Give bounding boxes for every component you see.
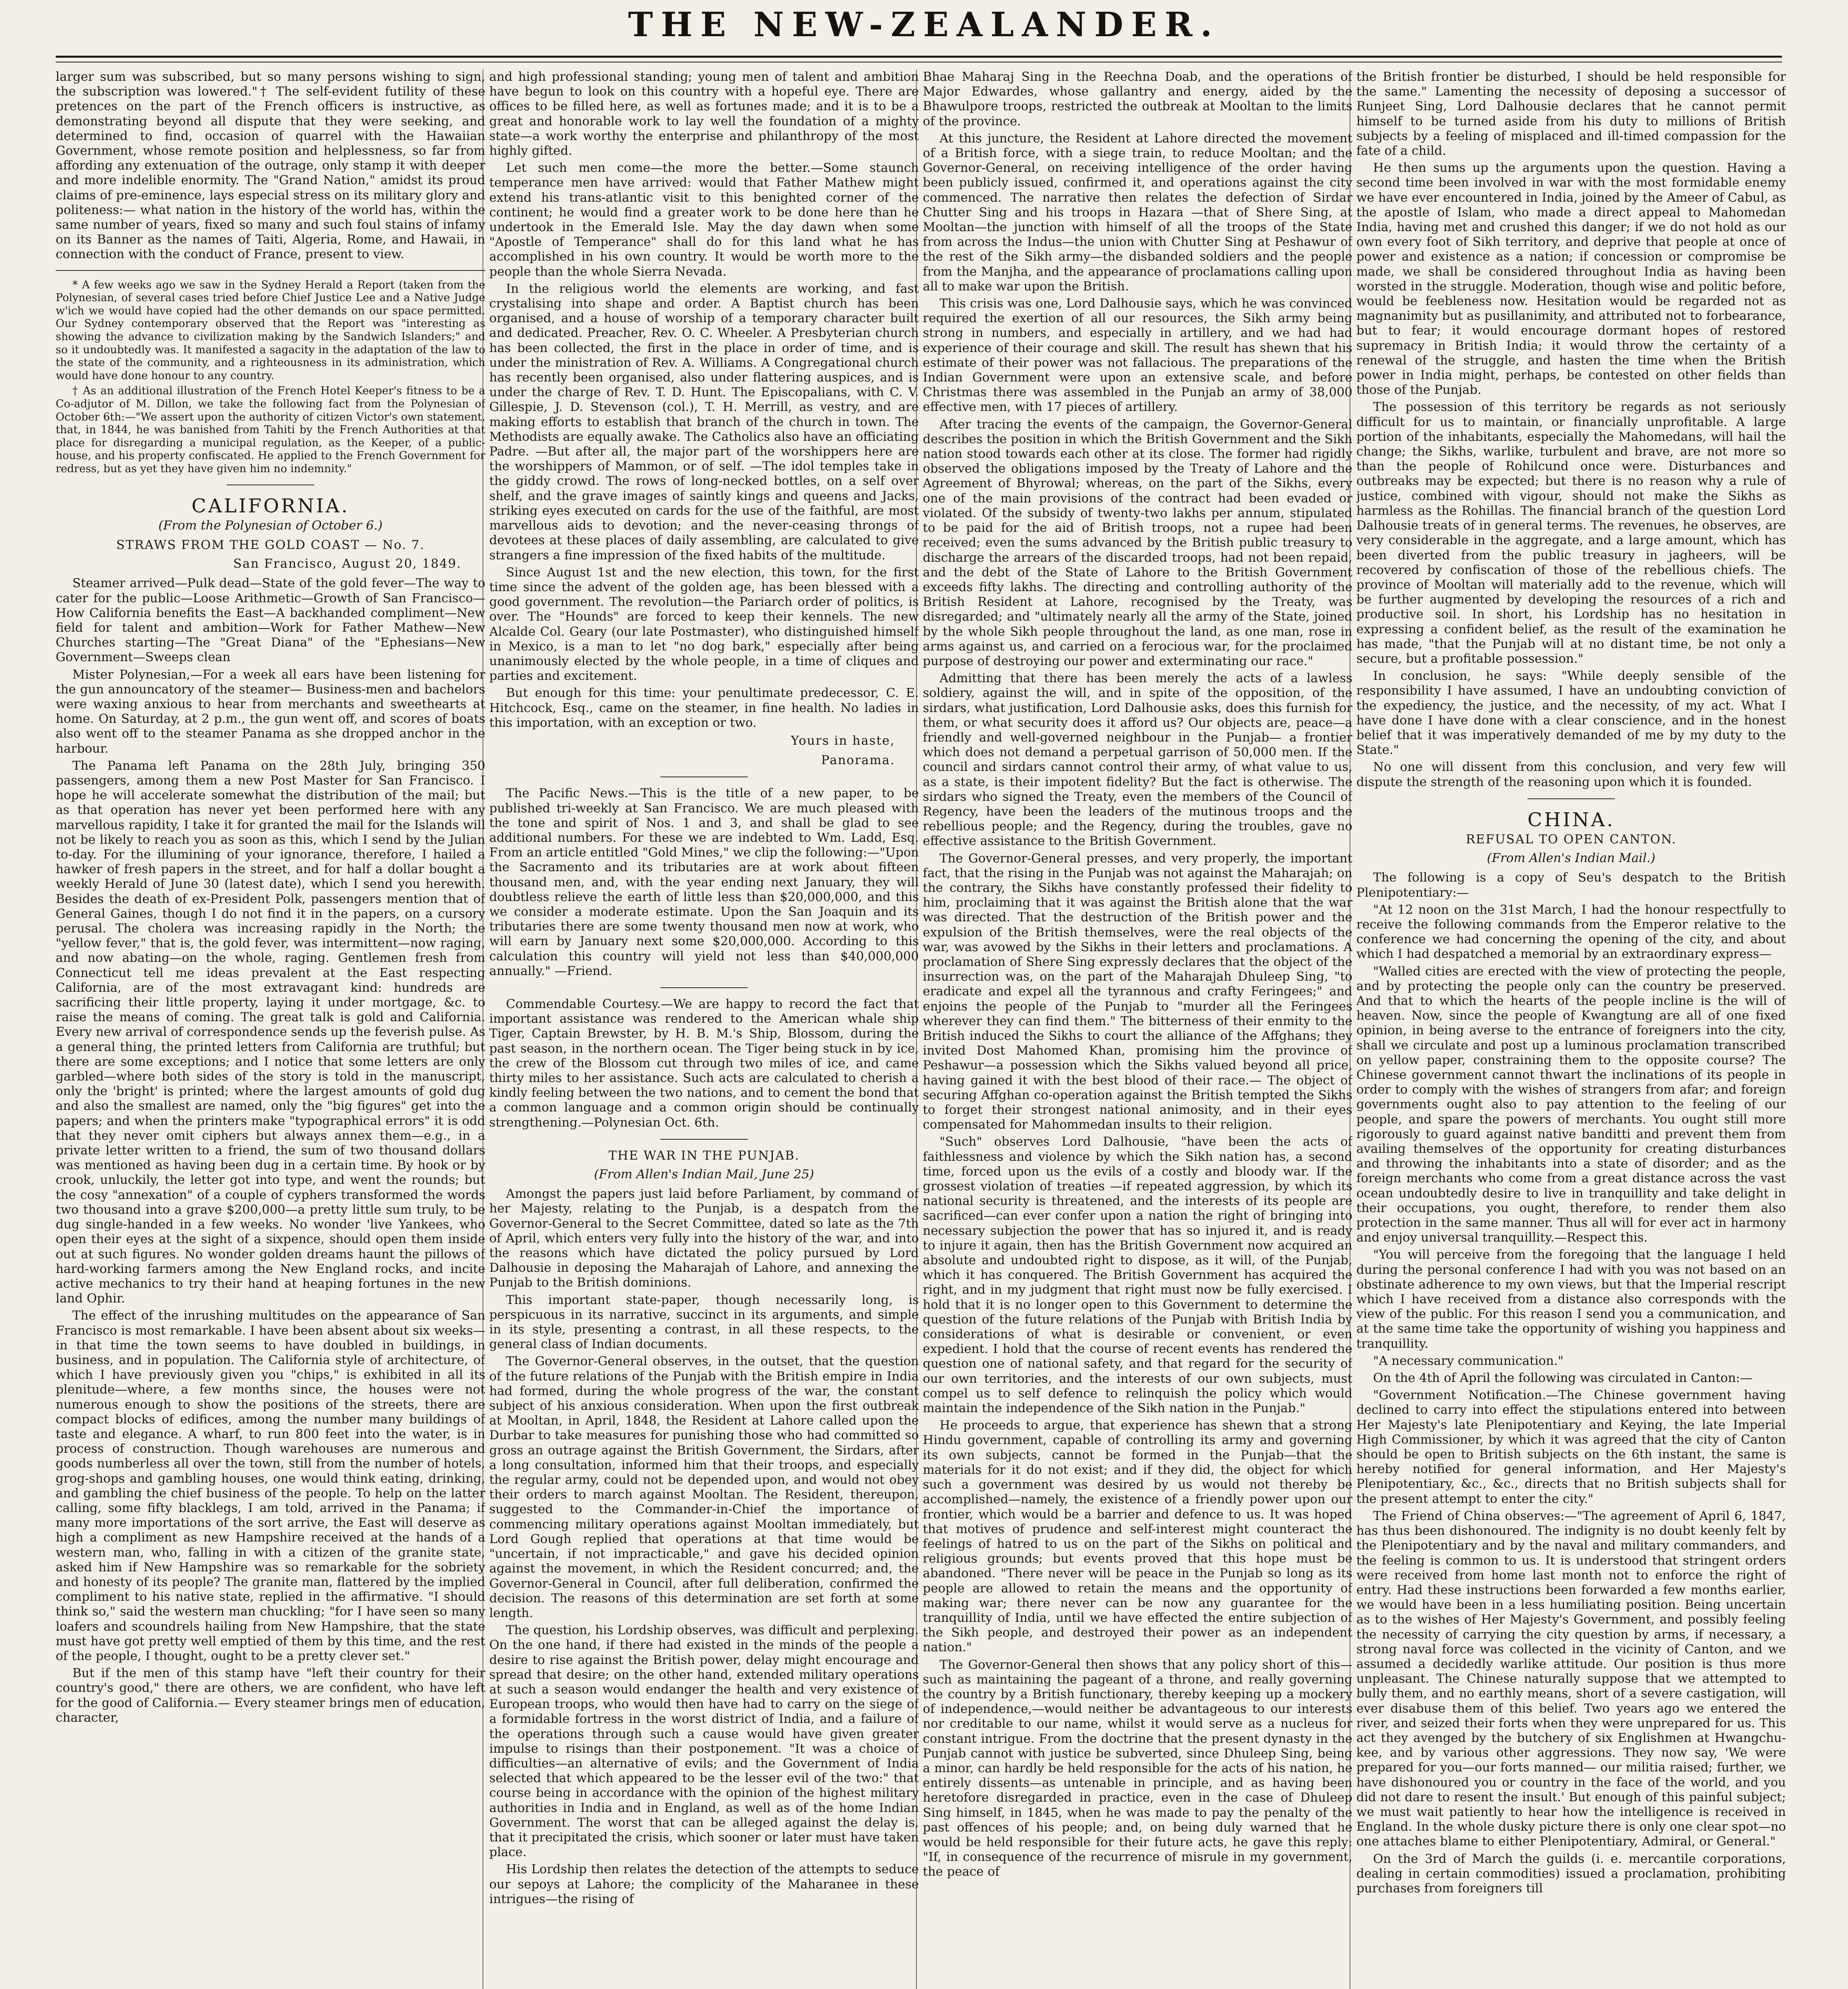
source-line: (From Allen's Indian Mail, June 25) bbox=[594, 1167, 814, 1182]
source-line: (From the Polynesian of October 6.) bbox=[158, 518, 383, 533]
article-paragraph: Mister Polynesian,—For a week all ears have been listening for the gun announcatory of the steamer— Business-men and bachelors were waxing anxious to hear from merchants and sweethearts at home. On Saturday, at 2 p.m., the gun went off, and scores of boats also went off to the steamer Panama as she dropped anchor in the harbour. bbox=[56, 667, 485, 756]
article-paragraph: "Walled cities are erected with the view of protecting the people, and by protecting the people only can the country be preserved. And that to which the hearts of the people incline is the will of heaven. Now, since the people of Kwangtung are all of one fixed opinion, in being averse to the entrance of foreigners into the city, shall we circulate and post up a luminous proclamation transcribed on yellow paper, constraining them to the opposite course? The Chinese government cannot thwart the inclinations of its people in order to comply with the wishes of strangers from afar; and foreign governments ought also to pay attention to the feeling of our people, and spare the powers of merchants. You ought still more rigorously to guard against native banditti and prevent them from availing themselves of the opportunity for creating disturbances and throwing the inhabitants into a state of disorder; and as the foreign merchants who come from a great distance across the vast ocean undoubtedly desire to live in tranquillity and take delight in their occupations, you ought, therefore, to render them also protection in the same manner. Thus all will for ever act in harmony and enjoy universal tranquillity.—Respect this. bbox=[1356, 964, 1786, 1245]
article-paragraph: "At 12 noon on the 31st March, I had the honour respectfully to receive the following commands from the Emperor relative to the conference we had concerning the opening of the city, and about which I had despatched a memorial by an extraordinary express— bbox=[1356, 902, 1786, 961]
article-paragraph: the British frontier be disturbed, I should be held responsible for the same." Lamenting the necessity of deposing a successor of Runjeet Sing, Lord Dalhousie declares that he cannot permit himself to be turned aside from his duty to millions of British subjects by a feeling of misplaced and ill-timed compassion for the fate of a child. bbox=[1356, 70, 1786, 158]
article-headline: REFUSAL TO OPEN CANTON. bbox=[1466, 832, 1677, 847]
masthead-rule bbox=[56, 56, 1782, 62]
article-paragraph: The Governor-General observes, in the outset, that the question of the future relations of the Punjab with the British empire in India had formed, during the whole progress of the war, the constant subject of his anxious consideration. When upon the first outbreak at Mooltan, in April, 1848, the Resident at Lahore called upon the Durbar to take measures for punishing those who had committed so gross an outrage against the British Government, the Sirdars, after a long consultation, informed him that their troops, and especially the regular army, could not be depended upon, and would not obey their orders to march against Mooltan. The Resident, thereupon, suggested to the Commander-in-Chief the importance of commencing military operations against Mooltan immediately, but Lord Gough replied that operations at that time would be "uncertain, if not impracticable," and gave his decided opinion against the movement, in which the Resident concurred; and, the Governor-General in Council, after full deliberation, confirmed the decision. The reasons of this determination are set forth at some length. bbox=[489, 1354, 919, 1620]
footnote-rule bbox=[56, 270, 485, 271]
article-paragraph: No one will dissent from this conclusion, and very few will dispute the strength of the reasoning upon which it is founded. bbox=[1356, 760, 1786, 789]
article-paragraph: He proceeds to argue, that experience has shewn that a strong Hindu government, capable of controlling its army and governing its own subjects, cannot be formed in the Punjab—that the materials for it do not exist; and if they did, the object for which such a government was desired by us would not thereby be accomplished—namely, the existence of a friendly power upon our frontier, which would be a barrier and defence to us. It was hoped that motives of prudence and self-interest might counteract the feelings of hatred to us on the part of the Sikhs on political and religious grounds; but events proved that this hope must be abandoned. "There never will be peace in the Punjab so long as its people are allowed to retain the means and the opportunity of making war; there never can be now any guarantee for the tranquillity of India, until we have effected the entire subjection of the Sikh people, and destroyed their power as an independent nation." bbox=[923, 1418, 1352, 1655]
article-paragraph: "You will perceive from the foregoing that the language I held during the personal conference I had with you was not based on an obstinate adherence to my own views, but that the Imperial rescript which I have received from a distance also corresponds with the view of the public. For this reason I send you a communication, and at the same time take the opportunity of wishing you happiness and tranquillity. bbox=[1356, 1248, 1786, 1351]
footnote: † As an additional illustration of the French Hotel Keeper's fitness to be a Co-adjutor of M. Dillon, we take the following fact from the Polynesian of October 6th:—"We assert upon the authority of citizen Victor's own statement, that, in 1844, he was banished from Tahiti by the French Authorities at that place for disregarding a municipal regulation, as the Keeper, of a public-house, and his property confiscated. He applied to the French Government for redress, but as yet they have given him no indemnity." bbox=[56, 385, 485, 475]
column-1 bbox=[56, 70, 485, 1989]
article-paragraph: larger sum was subscribed, but so many persons wishing to sign, the subscription was lowered."† The self-evident futility of these pretences on the part of the French officers is instructive, as demonstrating beyond all dispute that they were seeking, and determined to find, occasion of quarrel with the Hawaiian Government, whose remote position and helplessness, so far from affording any extenuation of the outrage, only stamp it with deeper and more indelible enormity. The "Grand Nation," amidst its proud claims of pre-eminence, lays especial stress on its military glory and politeness:— what nation in the history of the world has, within the same number of years, fixed so many and such foul stains of infamy on its Banner as the names of Taiti, Algeria, Rome, and Hawaii, in connection with the conduct of France, present to view. bbox=[56, 70, 485, 262]
article-paragraph: Since August 1st and the new election, this town, for the first time since the advent of the golden age, has been blessed with a good government. The revolution—the Pariarch order of politics, is over. The "Hounds" are forced to keep their kennels. The new Alcalde Col. Geary (our late Postmaster), who distinguished himself in Mexico, is a man to let "no dog bark," especially after being unanimously elected by the whole people, in a time of cliques and parties and excitement. bbox=[489, 565, 919, 683]
article-paragraph: His Lordship then relates the detection of the attempts to seduce our sepoys at Lahore; the complicity of the Maharanee in these intrigues—the rising of bbox=[489, 1862, 919, 1906]
article-summary: Steamer arrived—Pulk dead—State of the gold fever—The way to cater for the public—Loose Arithmetic—Growth of San Francisco—How California benefits the East—A backhanded compliment—New field for talent and ambition—Work for Father Mathew—New Churches starting—The "Great Diana" of the "Ephesians—New Government—Sweeps clean bbox=[56, 576, 485, 665]
article-paragraph: "Government Notification.—The Chinese government having declined to carry into effect the stipulations entered into between Her Majesty's late Plenipotentiary and Keying, the late Imperial High Commissioner, by which it was agreed that the city of Canton should be open to British subjects on the 6th instant, the same is hereby notified for general information, and Her Majesty's Plenipotentiary, &c., &c., directs that no British subjects shall for the present attempt to enter the city." bbox=[1356, 1388, 1786, 1506]
column-3 bbox=[923, 70, 1352, 1989]
masthead bbox=[0, 0, 1848, 60]
news-item: The Pacific News.—This is the title of a new paper, to be published tri-weekly at San Francisco. We are much pleased with the tone and spirit of Nos. 1 and 3, and shall be glad to see additional numbers. For these we are indebted to Wm. Ladd, Esq. From an article entitled "Gold Mines," we clip the following:—"Upon the Sacramento and its tributaries are at work about fifteen thousand men, and, with the year ending next January, they will doubtless relieve the earth of little less than $20,000,000, and this we consider a moderate estimate. Upon the San Joaquin and its tributaries there are some twenty thousand men now at work, who will earn by January next some $20,000,000. According to this calculation this country will yield not less than $40,000,000 annually." —Friend. bbox=[489, 786, 919, 978]
source-line: (From Allen's Indian Mail.) bbox=[1487, 851, 1655, 866]
article-paragraph: and high professional standing; young men of talent and ambition have begun to look on this country with a hopeful eye. There are offices to be filled here, as well as fortunes made; and it is to be a great and honorable work to lay well the foundation of a mighty state—a work worthy the enterprise and philanthropy of the most highly gifted. bbox=[489, 70, 919, 158]
article-paragraph: In conclusion, he says: "While deeply sensible of the responsibility I have assumed, I have an undoubting conviction of the expediency, the justice, and the necessity, of my act. What I have done I have done with a clear conscience, and in the honest belief that it was imperatively demanded of me by my duty to the State." bbox=[1356, 669, 1786, 757]
article-paragraph: The question, his Lordship observes, was difficult and perplexing. On the one hand, if there had existed in the minds of the people a desire to rise against the British power, delay might encourage and spread that desire; on the other hand, extended military operations at such a season would endanger the health and very existence of European troops, who would then have had to carry on the siege of a formidable fortress in the worst district of India, and a failure of the operations through such a cause would have given greater impulse to risings than their postponement. "It was a choice of difficulties—an alternative of evils; and the Government of India selected that which appeared to be the lesser evil of the two:" that course being in accordance with the opinion of the highest military authorities in India and in England, as well as of the home Indian Government. The worst that can be alleged against the delay is, that it precipitated the crisis, which sooner or later must have taken place. bbox=[489, 1623, 919, 1860]
article-headline: STRAWS FROM THE GOLD COAST — No. 7. bbox=[116, 537, 425, 552]
section-heading-punjab: THE WAR IN THE PUNJAB. bbox=[608, 1148, 800, 1163]
column-2 bbox=[489, 70, 919, 1989]
dateline: San Francisco, August 20, 1849. bbox=[233, 557, 461, 571]
article-paragraph: "Such" observes Lord Dalhousie, "have been the acts of faithlessness and violence by which the Sikh nation has, a second time, forced upon us the evils of a costly and bloody war. If the grossest violation of treaties —if repeated aggression, by which its national security is threatened, and the interests of its people are sacrificed—can ever confer upon a nation the right of bringing into necessary subjection the power that has so injured it, and is ready to injure it again, then has the British Government now acquired an absolute and undoubted right to dispose, as it will, of the Punjab, which it has conquered. The British Government has acquired the right, and in my judgment that right must now be fully exercised. I hold that it is no longer open to this Government to determine the question of the future relations of the Punjab with British India by considerations of what is desirable or convenient, or even expedient. I hold that the course of recent events has rendered the question one of national safety, and that regard for the security of our own territories, and the interests of our own subjects, must compel us to self defence to relinquish the policy which would maintain the independence of the Sikh nation in the Punjab." bbox=[923, 1135, 1352, 1416]
news-item: Commendable Courtesy.—We are happy to record the fact that important assistance was rendered to the American whale ship Tiger, Captain Brewster, by H. B. M.'s Ship, Blossom, during the past season, in the northern ocean. The Tiger being stuck in by ice, the crew of the Blossom cut through two miles of ice, and came thirty miles to her assistance. Such acts are calculated to cherish a kindly feeling between the two nations, and to cement the bond that a common language and a common origin should be continually strengthening.—Polynesian Oct. 6th. bbox=[489, 996, 919, 1130]
section-divider bbox=[1527, 798, 1615, 799]
article-paragraph: After tracing the events of the campaign, the Governor-General describes the position in which the British Government and the Sikh nation stood towards each other at its close. The former had rigidly observed the obligations imposed by the Treaty of Lahore and the Agreement of Bhyrowal; whereas, on the part of the Sikhs, every one of the main provisions of the contract had been evaded or violated. Of the subsidy of twenty-two lakhs per annum, stipulated to be paid for the aid of British troops, not a rupee had been received; even the sums advanced by the British public treasury to discharge the arrears of the discarded troops, had not been repaid, and the debt of the State of Lahore to the British Government exceeds fifty lakhs. The directing and controlling authority of the British Resident at Lahore, recognised by the Treaty, was disregarded; and "ultimately nearly all the army of the State, joined by the whole Sikh people throughout the land, as one man, rose in arms against us, and carried on a ferocious war, for the proclaimed purpose of destroying our power and exterminating our race." bbox=[923, 417, 1352, 668]
article-paragraph: In the religious world the elements are working, and fast crystalising into shape and order. A Baptist church has been organised, and a house of worship of a temporary character built and dedicated. Preacher, Rev. O. C. Wheeler. A Presbyterian church has been collected, the first in the place in order of time, and is under the ministration of Rev. A. Williams. A Congregational church has recently been organised, also under flattering auspices, and is under the charge of Rev. T. D. Hunt. The Episcopalians, with C. V. Gillespie, J. D. Stevenson (col.), T. H. Merrill, as vestry, and are making efforts to establish that branch of the church in town. The Methodists are equally awake. The Catholics also have an officiating Padre. —But after all, the major part of the worshippers here are the worshippers of Mammon, or of self. —The idol temples take in the giddy crowd. The rows of long-necked bottles, on a self over shelf, and the grave images of saintly kings and queens and Jacks, striking eyes executed on cards for the use of the faithful, are most marvellous aids to devotion; and the never-ceasing throngs of devotees at these places of daily assembling, are calculated to give strangers a fine impression of the fixed habits of the multitude. bbox=[489, 281, 919, 562]
newspaper-title: THE NEW-ZEALANDER. bbox=[628, 5, 1220, 44]
article-paragraph: On the 3rd of March the guilds (i. e. mercantile corporations, dealing in certain commodities) issued a proclamation, prohibiting purchases from foreigners till bbox=[1356, 1851, 1786, 1896]
article-paragraph: This crisis was one, Lord Dalhousie says, which he was convinced required the exertion of all our resources, the Sikh army being strong in numbers, and especially in artillery, and we had had experience of their courage and skill. The result has shewn that his estimate of their power was not fallacious. The preparations of the Indian Government were upon an extensive scale, and before Christmas there was assembled in the Punjab an army of 38,000 effective men, with 17 pieces of artillery. bbox=[923, 296, 1352, 415]
column-4 bbox=[1356, 70, 1786, 1989]
article-paragraph: But enough for this time: your penultimate predecessor, C. E. Hitchcock, Esq., came on the steamer, in fine health. No ladies in this importation, with an exception or two. bbox=[489, 686, 919, 730]
article-paragraph: The effect of the inrushing multitudes on the appearance of San Francisco is most remarkable. I have been absent about six weeks—in that time the town seems to have doubled in buildings, in business, and in population. The California style of architecture, of which I have previously given you "chips," is exhibited in all its plenitude—where, a few months since, the houses were not numerous enough to show the positions of the streets, there are compact blocks of edifices, among the number many buildings of taste and elegance. A wharf, to run 800 feet into the water, is in process of construction. Though warehouses are numerous and goods numberless all over the town, still from the number of hotels, grog-shops and gambling houses, one would think eating, drinking, and gambling the chief business of the people. To help on the latter calling, some fifty blacklegs, I am told, arrived in the Panama; if many more importations of the sort arrive, the East will deserve as high a compliment as new Hampshire received at the hands of a western man, who, falling in with a citizen of the granite state, asked him if New Hampshire was so remarkable for the sobriety and honesty of its people? The granite man, flattered by the implied compliment to his native state, replied in the affirmative. "I should think so," said the western man chuckling; "for I have seen so many loafers and scoundrels hailing from New Hampshire, that the state must have got pretty well emptied of them by this time, and the rest of the people, I thought, ought to be a pretty clever set." bbox=[56, 1308, 485, 1663]
article-paragraph: "A necessary communication." bbox=[1373, 1353, 1564, 1368]
section-heading-california: CALIFORNIA. bbox=[191, 494, 350, 517]
article-paragraph: This important state-paper, though necessarily long, is perspicuous in its narrative, succinct in its arguments, and simple in its style, presenting a contrast, in all these respects, to the general class of Indian documents. bbox=[489, 1292, 919, 1352]
article-paragraph: On the 4th of April the following was circulated in Canton:— bbox=[1373, 1371, 1753, 1386]
article-paragraph: He then sums up the arguments upon the question. Having a second time been involved in war with the most formidable enemy we have ever encountered in India, joined by the Ameer of Cabul, as the apostle of Islam, who made a direct appeal to Mahomedan India, having met and crushed this danger; if we do not hold as our own every foot of Sikh territory, and deprive that people at once of power and existence as a nation; if concession or compromise be made, we shall be considered throughout India as having been worsted in the struggle. Moderation, though wise and politic before, would be feebleness now. Hesitation would be regarded not as magnanimity but as pusillanimity, and attributed not to forbearance, but to fear; it would encourage dormant hopes of restored supremacy in British India; it would throw the certainty of a renewal of the struggle, and hasten the time when the British power in India might, perhaps, be contested on other fields than those of the Punjab. bbox=[1356, 161, 1786, 397]
article-paragraph: The Governor-General then shows that any policy short of this—such as maintaining the pageant of a throne, and really governing the country by a British functionary, thereby keeping up a mockery of independence,—would neither be advantageous to our interests nor creditable to our name, whilst it would serve as a nucleus for constant intrigue. From the doctrine that the present dynasty in the Punjab cannot with justice be subverted, since Dhuleep Sing, being a minor, can hardly be held responsible for the acts of his nation, he entirely dissents—as untenable in principle, and as having been heretofore disregarded in practice, even in the case of Dhuleep Sing himself, in 1845, when he was made to pay the penalty of the past offences of his people; and, on being duly warned that he would be held responsible for their future acts, he gave this reply: "If, in consequence of the recurrence of misrule in my government, the peace of bbox=[923, 1657, 1352, 1879]
article-paragraph: At this juncture, the Resident at Lahore directed the movement of a British force, with a siege train, to reduce Mooltan; and the Governor-General, on receiving intelligence of the order having been publicly issued, confirmed it, and operations against the city commenced. The narrative then relates the defection of Sirdar Chutter Sing and his troops in Hazara —that of Shere Sing, at Mooltan—the junction with himself of all the troops of the State from across the Indus—the union with Chutter Sing at Peshawur of the rest of the Sikh army—the disbanded soldiers and the people from the Manjha, and the appearance of proclamations calling upon all to make war upon the British. bbox=[923, 131, 1352, 294]
article-paragraph: The possession of this territory be regards as not seriously difficult for us to maintain, or financially unprofitable. A large portion of the inhabitants, especially the Mahomedans, will hail the change; the Sikhs, warlike, turbulent and brave, are not more so than the people of Rohilcund once were. Disturbances and outbreaks may be expected; but there is no reason why a rule of justice, combined with vigour, should not make the Sikhs as harmless as the Rohillas. The financial branch of the question Lord Dalhousie treats of in general terms. The revenues, he observes, are very considerable in the aggregate, and a large amount, which has been diverted from the public treasury in jagheers, will be recovered by confiscation of those of the rebellious chiefs. The province of Mooltan will materially add to the revenue, which will be further augmented by developing the resources of a rich and productive soil. In short, his Lordship has no hesitation in expressing a confident belief, as the result of the examination he has made, "that the Punjab will at no distant time, be not only a secure, but a profitable possession." bbox=[1356, 400, 1786, 666]
section-divider bbox=[660, 987, 748, 988]
section-divider bbox=[660, 1139, 748, 1140]
article-paragraph: Amongst the papers just laid before Parliament, by command of her Majesty, relating to the Punjab, is a despatch from the Governor-General to the Secret Committee, dated so late as the 7th of April, which enters very fully into the history of the war, and into the reasons which have dictated the policy pursued by Lord Dalhousie in deposing the Maharajah of Lahore, and annexing the Punjab to the British dominions. bbox=[489, 1187, 919, 1290]
footnote: * A few weeks ago we saw in the Sydney Herald a Report (taken from the Polynesian, of several cases tried before Chief Justice Lee and a Native Judge w'ich we would have copied had the other demands on our space permitted. Our Sydney contemporary observed that the Report was "interesting as showing the advance to civilization making by the Sandwich Islanders;" and so it undoubtedly was. It manifested a sagacity in the adaptation of the law to the state of the community, and a righteousness in its administration, which would have done honour to any country. bbox=[56, 278, 485, 382]
article-paragraph: Bhae Maharaj Sing in the Reechna Doab, and the operations of Major Edwardes, whose gallantry and energy, aided by the Bhawulpore troops, restricted the outbreak at Mooltan to the limits of the province. bbox=[923, 70, 1352, 128]
letter-closing: Yours in haste, bbox=[791, 733, 895, 748]
article-paragraph: Admitting that there has been merely the acts of a lawless soldiery, against the will, and in spite of the opposition, of the sirdars, what justification, Lord Dalhousie asks, does this furnish for them, or what security does it afford us? Our objects are, peace—a friendly and well-governed neighbour in the Punjab— a frontier which does not demand a perpetual garrison of 50,000 men. If the council and sirdars cannot control their army, of what value to us, as a state, is their impotent fidelity? But the fact is otherwise. The sirdars who signed the Treaty, even the members of the Council of Regency, have been the leaders of the mutinous troops and the rebellious people; and the Regency, during the troubles, gave no effective assistance to the British Government. bbox=[923, 671, 1352, 849]
article-paragraph: But if the men of this stamp have "left their country for their country's good," there are others, we are confident, who have left for the good of California.— Every steamer brings men of education, character, bbox=[56, 1666, 485, 1725]
article-paragraph: The Panama left Panama on the 28th July, bringing 350 passengers, among them a new Post Master for San Francisco. I hope he will accelerate somewhat the distribution of the mail; but as that operation has never yet been performed here with any marvellous rapidity, I take it for granted the mail for the Islands will not be likely to reach you as soon as this, which I send by the Julian to-day. For the illumining of your ignorance, therefore, I hailed a hawker of fresh papers in the street, and for half a dollar bought a weekly Herald of June 30 (latest date), which I send you herewith. Besides the death of ex-President Polk, passengers mention that of General Gaines, though I do not find it in the papers, on a cursory perusal. The cholera was increasing rapidly in the North; the "yellow fever," that is, the gold fever, was intermittent—now raging, and now abating—on the whole, raging. Gentlemen fresh from Connecticut tell me ideas prevalent at the East respecting California, are of the most extravagant kind: hundreds are sacrificing their little property, laying it under mortgage, &c. to raise the means of coming. The great talk is gold and California. Every new arrival of correspondence sends up the feverish pulse. As a general thing, the printed letters from California are truthful; but there are some exceptions; and I notice that some letters are only garbled—where both sides of the story is told in the manuscript, only the 'bright' is printed; where the largest amounts of gold dug and also the smallest are named, only the "big figures" get into the papers; and when the printers make "typographical errors" it is odd that they never omit ciphers but always annex them—e.g., in a private letter written to a friend, the sum of two thousand dollars was mentioned as having been dug in a certain time. By hook or by crook, unluckily, the letter got into type, and went the rounds; but the cosy "annexation" of a couple of cyphers transformed the words two thousand into a grave $200,000—a pretty little sum truly, to be dug single-handed in a few weeks. No wonder 'live Yankees, who open their eyes at the sight of a sixpence, should open them inside out at such figures. No wonder golden dreams haunt the pillows of hard-working farmers among the New England rocks, and incite active mechanics to try their hand at heaping fortunes in the new land Ophir. bbox=[56, 758, 485, 1306]
article-paragraph: The following is a copy of Seu's despatch to the British Plenipotentiary:— bbox=[1356, 870, 1786, 900]
article-paragraph: The Governor-General presses, and very properly, the important fact, that the rising in the Punjab was not against the Maharajah; on the contrary, the Sikhs have constantly professed their fidelity to him, proclaiming that it was against the British alone that the war was directed. That the destruction of the British power and the expulsion of the British themselves, were the real objects of the war, was avowed by the Sikhs in their letters and proclamations. A proclamation of Shere Sing expressly declares that the object of the insurrection was, on the part of the Maharajah Dhuleep Sing, "to eradicate and expel all the tyrannous and crafty Feringees;" and enjoins the people of the Punjab to "murder all the Feringees wherever they can find them." The bitterness of their enmity to the British induced the Sikhs to court the alliance of the Affghans; they invited Dost Mahomed Khan, promising him the province of Peshawur—a possession which the Sikhs valued beyond all price, having gained it with the best blood of their race.— The object of securing Affghan co-operation against the British tempted the Sikhs to forget their strongest national animosity, and in their eyes compensated for Mahommedan insults to their religion. bbox=[923, 851, 1352, 1132]
article-paragraph: The Friend of China observes:—"The agreement of April 6, 1847, has thus been dishonoured. The indignity is no doubt keenly felt by the Plenipotentiary and by the naval and military commanders, and the feeling is common to us. It is understood that stringent orders were received from home last month not to enforce the right of entry. Had these instructions been forwarded a few months earlier, we would have been in a less humiliating position. Being uncertain as to the wishes of Her Majesty's Government, and possibly feeling the necessity of carrying the city question by arms, if necessary, a strong naval force was collected in the vicinity of Canton, and we assumed a decidedly warlike attitude. Our position is thus more unpleasant. The Chinese naturally suppose that we attempted to bully them, and no earthly means, short of a severe castigation, will ever disabuse them of this belief. Two years ago we entered the river, and seized their forts when they were unprepared for us. This act they avenged by the butchery of six Englishmen at Hwangchu-kee, and by various other aggressions. They now say, 'We were prepared for you—our forts manned— our militia raised; further, we have dishonoured you or country in the face of the world, and you did not dare to resent the insult.' But enough of this painful subject; we must wait patiently to hear how the intelligence is received in England. In the whole dusky picture there is only one clear spot—no one attaches blame to either Plenipotentiary, Admiral, or General." bbox=[1356, 1508, 1786, 1849]
article-paragraph: Let such men come—the more the better.—Some staunch temperance men have arrived: would that Father Mathew might extend his trans-atlantic visit to this benighted corner of the continent; he would find a greater work to be done here than he undertook in the Emerald Isle. May the day dawn when some "Apostle of Temperance" shall do for this land what he has accomplished in his own country. It would be worth more to the people than the whole Sierra Nevada. bbox=[489, 161, 919, 279]
letter-signature: Panorama. bbox=[821, 753, 895, 768]
section-heading-china: CHINA. bbox=[1527, 808, 1615, 831]
